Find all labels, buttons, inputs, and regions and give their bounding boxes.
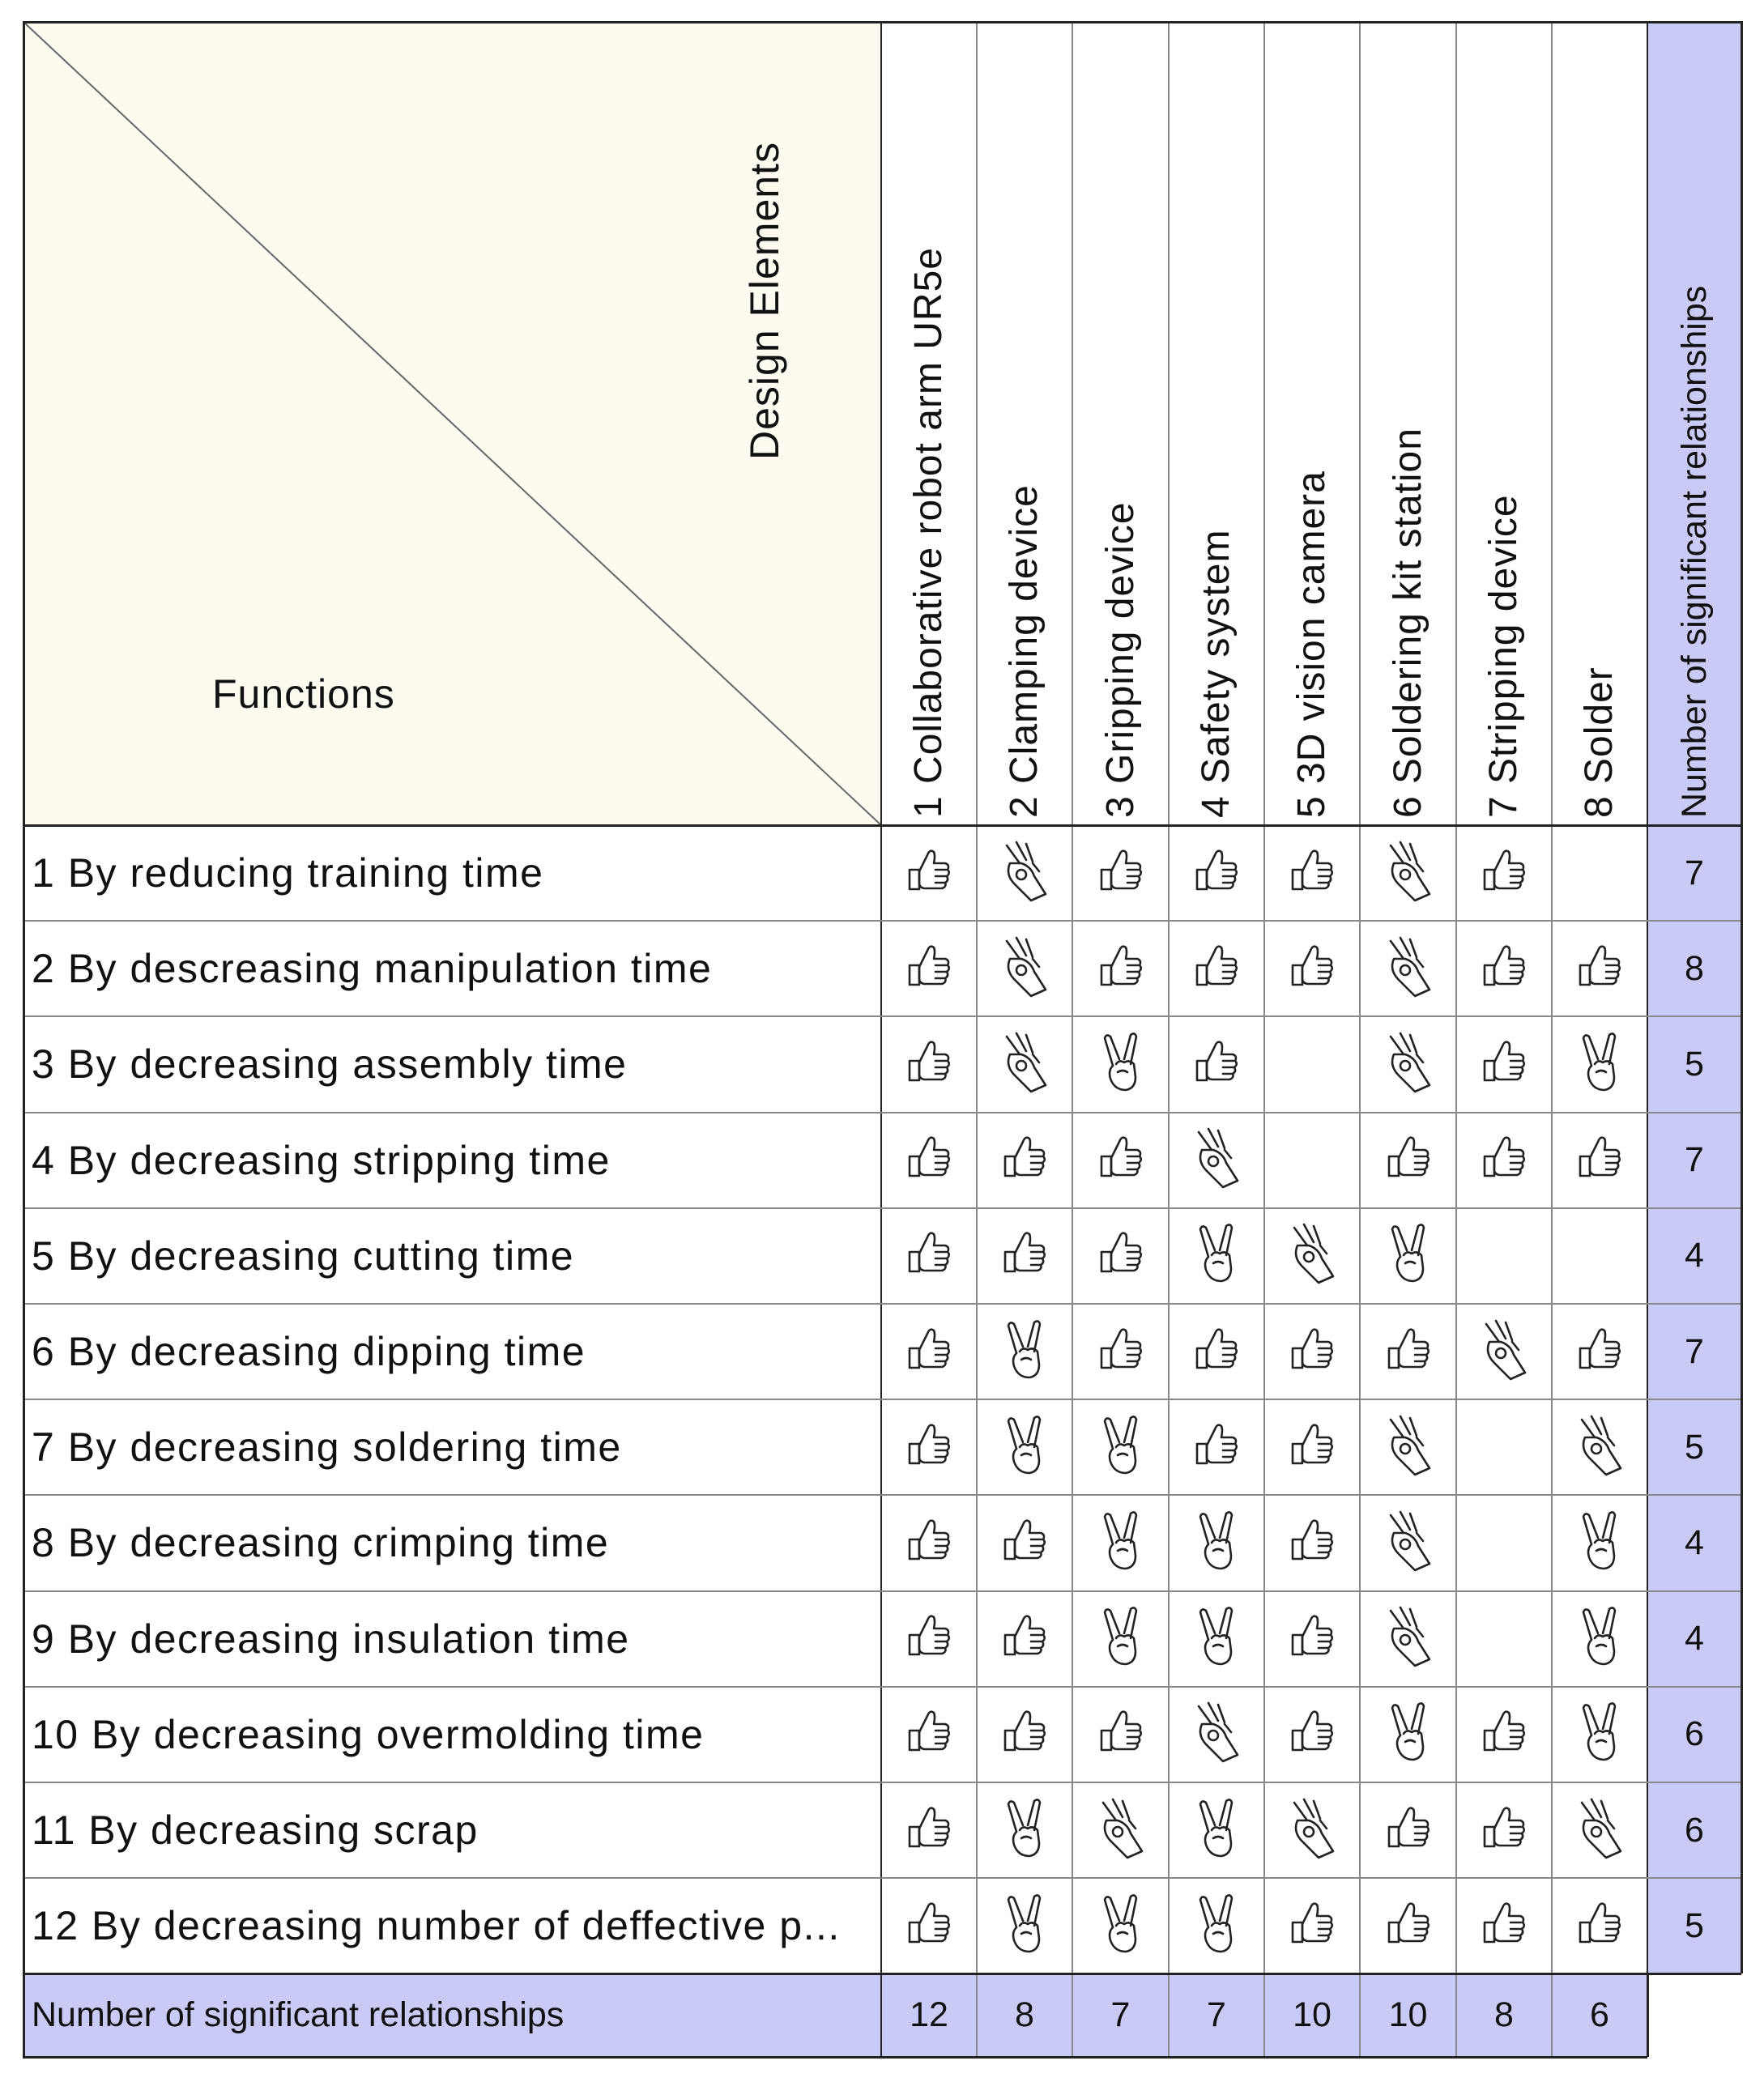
grid-vline: [1455, 23, 1457, 2057]
grid-hline: [24, 1303, 1741, 1305]
thumbs-up-icon: [903, 1892, 955, 1961]
victory-hand-icon: [999, 1892, 1050, 1961]
thumbs-up-icon: [1286, 1413, 1338, 1482]
relationship-cell-r11-c3: [1072, 1782, 1169, 1878]
grid-vline: [1263, 23, 1265, 2057]
relationship-cell-r8-c8: [1552, 1495, 1647, 1590]
thumbs-up-icon: [903, 1126, 955, 1194]
column-count-3: 7: [1072, 1973, 1169, 2057]
grid-hline: [24, 1782, 1741, 1783]
victory-hand-icon: [1383, 1700, 1434, 1769]
relationship-cell-r11-c8: [1552, 1782, 1647, 1878]
ok-hand-icon: [1286, 1221, 1338, 1290]
victory-hand-icon: [1191, 1892, 1242, 1961]
relationship-cell-r3-c7: [1456, 1016, 1552, 1112]
thumbs-up-icon: [1095, 839, 1147, 908]
relationship-cell-r3-c5: [1264, 1016, 1360, 1112]
thumbs-up-icon: [1478, 935, 1530, 1003]
relationship-cell-r8-c1: [881, 1495, 977, 1590]
ok-hand-icon: [1383, 1030, 1434, 1099]
row-count-4: 7: [1647, 1113, 1741, 1208]
ok-hand-icon: [1095, 1796, 1147, 1865]
grid-hline: [24, 1686, 1741, 1688]
grid-hline: [24, 1877, 1741, 1879]
victory-hand-icon: [1095, 1030, 1147, 1099]
relationship-cell-r2-c2: [977, 921, 1072, 1016]
thumbs-up-icon: [903, 935, 955, 1003]
thumbs-up-icon: [1191, 935, 1242, 1003]
ok-hand-icon: [999, 1030, 1050, 1099]
ok-hand-icon: [1191, 1126, 1242, 1194]
relationship-cell-r2-c7: [1456, 921, 1552, 1016]
relationship-cell-r1-c8: [1552, 825, 1647, 921]
function-row-label-1: 1 By reducing training time: [32, 850, 544, 896]
relationship-cell-r2-c4: [1169, 921, 1264, 1016]
relationship-cell-r9-c8: [1552, 1591, 1647, 1687]
relationship-cell-r6-c8: [1552, 1304, 1647, 1399]
thumbs-up-icon: [1286, 1318, 1338, 1386]
relationship-cell-r9-c4: [1169, 1591, 1264, 1687]
column-count-7: 8: [1456, 1973, 1552, 2057]
victory-hand-icon: [1574, 1604, 1626, 1673]
relationship-cell-r10-c1: [881, 1687, 977, 1782]
thumbs-up-icon: [1574, 935, 1626, 1003]
victory-hand-icon: [1095, 1413, 1147, 1482]
relationship-cell-r3-c2: [977, 1016, 1072, 1112]
relationship-cell-r2-c1: [881, 921, 977, 1016]
relationship-cell-r6-c3: [1072, 1304, 1169, 1399]
relationship-cell-r12-c3: [1072, 1878, 1169, 1973]
column-header-3: 3 Gripping device: [1098, 501, 1142, 818]
relationship-cell-r10-c7: [1456, 1687, 1552, 1782]
relationship-cell-r8-c2: [977, 1495, 1072, 1590]
ok-hand-icon: [999, 935, 1050, 1003]
thumbs-up-icon: [1574, 1892, 1626, 1961]
relationship-cell-r11-c6: [1360, 1782, 1456, 1878]
relationship-cell-r9-c6: [1360, 1591, 1456, 1687]
relationship-cell-r3-c4: [1169, 1016, 1264, 1112]
thumbs-up-icon: [903, 1700, 955, 1769]
victory-hand-icon: [1383, 1221, 1434, 1290]
thumbs-up-icon: [999, 1700, 1050, 1769]
ok-hand-icon: [1478, 1318, 1530, 1386]
relationship-cell-r4-c1: [881, 1113, 977, 1208]
victory-hand-icon: [1191, 1221, 1242, 1290]
relationship-cell-r9-c7: [1456, 1591, 1552, 1687]
row-count-9: 4: [1647, 1591, 1741, 1687]
grid-vline: [1359, 23, 1361, 2057]
victory-hand-icon: [1574, 1700, 1626, 1769]
victory-hand-icon: [1095, 1892, 1147, 1961]
column-count-4: 7: [1169, 1973, 1264, 2057]
relationship-cell-r3-c6: [1360, 1016, 1456, 1112]
grid-hline: [24, 824, 1741, 827]
thumbs-up-icon: [1286, 1892, 1338, 1961]
grid-hline: [24, 1399, 1741, 1400]
row-count-12: 5: [1647, 1878, 1741, 1973]
functions-label: Functions: [212, 671, 395, 717]
relationship-cell-r10-c6: [1360, 1687, 1456, 1782]
column-count-8: 6: [1552, 1973, 1647, 2057]
relationship-cell-r3-c3: [1072, 1016, 1169, 1112]
victory-hand-icon: [1574, 1509, 1626, 1577]
row-count-10: 6: [1647, 1687, 1741, 1782]
relationship-cell-r8-c6: [1360, 1495, 1456, 1590]
ok-hand-icon: [1574, 1796, 1626, 1865]
thumbs-up-icon: [903, 1796, 955, 1865]
relationship-cell-r4-c7: [1456, 1113, 1552, 1208]
relationship-cell-r5-c3: [1072, 1208, 1169, 1304]
relationship-cell-r4-c4: [1169, 1113, 1264, 1208]
grid-vline: [1072, 23, 1073, 2057]
thumbs-up-icon: [903, 1221, 955, 1290]
relationship-cell-r4-c5: [1264, 1113, 1360, 1208]
thumbs-up-icon: [1095, 935, 1147, 1003]
grid-vline: [1647, 23, 1648, 2057]
thumbs-up-icon: [1286, 1700, 1338, 1769]
thumbs-up-icon: [903, 1509, 955, 1577]
grid-vline: [880, 23, 882, 2057]
relationship-cell-r7-c8: [1552, 1399, 1647, 1495]
grid-hline: [24, 1494, 1741, 1496]
corner-header: [24, 23, 881, 825]
relationship-cell-r5-c8: [1552, 1208, 1647, 1304]
victory-hand-icon: [999, 1318, 1050, 1386]
victory-hand-icon: [1574, 1030, 1626, 1099]
thumbs-up-icon: [1383, 1126, 1434, 1194]
relationship-cell-r1-c1: [881, 825, 977, 921]
thumbs-up-icon: [1191, 1318, 1242, 1386]
relationship-cell-r2-c5: [1264, 921, 1360, 1016]
grid-hline: [24, 1015, 1741, 1017]
relationship-cell-r7-c1: [881, 1399, 977, 1495]
relationship-cell-r10-c4: [1169, 1687, 1264, 1782]
thumbs-up-icon: [903, 1604, 955, 1673]
relationship-cell-r6-c5: [1264, 1304, 1360, 1399]
row-count-6: 7: [1647, 1304, 1741, 1399]
victory-hand-icon: [999, 1413, 1050, 1482]
function-row-label-7: 7 By decreasing soldering time: [32, 1424, 622, 1471]
thumbs-up-icon: [1286, 1509, 1338, 1577]
thumbs-up-icon: [1574, 1318, 1626, 1386]
thumbs-up-icon: [1383, 1318, 1434, 1386]
thumbs-up-icon: [1191, 839, 1242, 908]
column-header-4: 4 Safety system: [1195, 529, 1238, 818]
relationship-cell-r12-c7: [1456, 1878, 1552, 1973]
thumbs-up-icon: [1478, 1796, 1530, 1865]
relationship-cell-r8-c7: [1456, 1495, 1552, 1590]
column-header-2: 2 Clamping device: [1003, 484, 1046, 818]
column-header-7: 7 Stripping device: [1482, 494, 1525, 818]
ok-hand-icon: [1383, 1413, 1434, 1482]
victory-hand-icon: [1095, 1604, 1147, 1673]
victory-hand-icon: [1191, 1796, 1242, 1865]
relationship-cell-r6-c7: [1456, 1304, 1552, 1399]
count-column-header-label: Number of significant relationships: [1675, 285, 1714, 818]
function-row-label-2: 2 By descreasing manipulation time: [32, 946, 713, 992]
function-row-label-4: 4 By decreasing stripping time: [32, 1137, 611, 1183]
victory-hand-icon: [1191, 1604, 1242, 1673]
function-row-label-10: 10 By decreasing overmolding time: [32, 1711, 705, 1757]
ok-hand-icon: [1574, 1413, 1626, 1482]
row-count-8: 4: [1647, 1495, 1741, 1590]
relationship-cell-r5-c2: [977, 1208, 1072, 1304]
grid-hline: [24, 1112, 1741, 1113]
grid-hline: [24, 1590, 1741, 1592]
relationship-cell-r4-c2: [977, 1113, 1072, 1208]
relationship-cell-r2-c8: [1552, 921, 1647, 1016]
relationship-cell-r7-c5: [1264, 1399, 1360, 1495]
relationship-cell-r1-c5: [1264, 825, 1360, 921]
relationship-cell-r5-c1: [881, 1208, 977, 1304]
relationship-cell-r1-c7: [1456, 825, 1552, 921]
relationship-cell-r9-c1: [881, 1591, 977, 1687]
thumbs-up-icon: [1478, 1126, 1530, 1194]
relationship-cell-r6-c6: [1360, 1304, 1456, 1399]
row-count-7: 5: [1647, 1399, 1741, 1495]
thumbs-up-icon: [903, 839, 955, 908]
relationship-cell-r5-c6: [1360, 1208, 1456, 1304]
function-row-label-8: 8 By decreasing crimping time: [32, 1520, 610, 1566]
victory-hand-icon: [1095, 1509, 1147, 1577]
thumbs-up-icon: [1478, 1700, 1530, 1769]
thumbs-up-icon: [1095, 1700, 1147, 1769]
function-row-label-9: 9 By decreasing insulation time: [32, 1616, 630, 1662]
relationship-cell-r12-c4: [1169, 1878, 1264, 1973]
ok-hand-icon: [1383, 839, 1434, 908]
ok-hand-icon: [1286, 1796, 1338, 1865]
relationship-cell-r10-c2: [977, 1687, 1072, 1782]
relationship-cell-r11-c1: [881, 1782, 977, 1878]
thumbs-up-icon: [1095, 1221, 1147, 1290]
relationship-cell-r12-c5: [1264, 1878, 1360, 1973]
column-count-1: 12: [881, 1973, 977, 2057]
relationship-cell-r11-c4: [1169, 1782, 1264, 1878]
thumbs-up-icon: [1191, 1413, 1242, 1482]
relationship-cell-r7-c4: [1169, 1399, 1264, 1495]
relationship-cell-r6-c4: [1169, 1304, 1264, 1399]
thumbs-up-icon: [1286, 935, 1338, 1003]
relationship-cell-r12-c2: [977, 1878, 1072, 1973]
thumbs-up-icon: [1478, 1892, 1530, 1961]
thumbs-up-icon: [1286, 839, 1338, 908]
footer-right-edge: [1647, 1973, 1649, 2057]
footer-label: Number of significant relationships: [24, 1973, 881, 2057]
grid-vline: [1551, 23, 1553, 2057]
relationship-cell-r6-c2: [977, 1304, 1072, 1399]
thumbs-up-icon: [999, 1221, 1050, 1290]
column-count-2: 8: [977, 1973, 1072, 2057]
thumbs-up-icon: [903, 1413, 955, 1482]
relationship-cell-r1-c6: [1360, 825, 1456, 921]
relationship-cell-r4-c3: [1072, 1113, 1169, 1208]
relationship-cell-r12-c6: [1360, 1878, 1456, 1973]
row-count-11: 6: [1647, 1782, 1741, 1878]
thumbs-up-icon: [1574, 1126, 1626, 1194]
design-elements-label: Design Elements: [742, 142, 787, 460]
column-count-6: 10: [1360, 1973, 1456, 2057]
row-count-5: 4: [1647, 1208, 1741, 1304]
thumbs-up-icon: [1286, 1604, 1338, 1673]
column-header-5: 5 3D vision camera: [1290, 470, 1333, 818]
relationship-cell-r6-c1: [881, 1304, 977, 1399]
grid-vline: [1168, 23, 1170, 2057]
border-left: [23, 21, 25, 2057]
relationship-cell-r3-c1: [881, 1016, 977, 1112]
ok-hand-icon: [1383, 1604, 1434, 1673]
column-header-8: 8 Solder: [1578, 666, 1621, 818]
relationship-cell-r7-c6: [1360, 1399, 1456, 1495]
relationship-cell-r9-c2: [977, 1591, 1072, 1687]
relationship-cell-r7-c3: [1072, 1399, 1169, 1495]
thumbs-up-icon: [1191, 1030, 1242, 1099]
relationship-cell-r5-c7: [1456, 1208, 1552, 1304]
relationship-cell-r12-c8: [1552, 1878, 1647, 1973]
relationship-cell-r2-c3: [1072, 921, 1169, 1016]
ok-hand-icon: [999, 839, 1050, 908]
function-row-label-5: 5 By decreasing cutting time: [32, 1233, 575, 1279]
thumbs-up-icon: [999, 1604, 1050, 1673]
function-row-label-6: 6 By decreasing dipping time: [32, 1329, 586, 1375]
relationship-cell-r7-c7: [1456, 1399, 1552, 1495]
relationship-cell-r8-c5: [1264, 1495, 1360, 1590]
relationship-cell-r5-c4: [1169, 1208, 1264, 1304]
relationship-cell-r11-c2: [977, 1782, 1072, 1878]
ok-hand-icon: [1383, 935, 1434, 1003]
thumbs-up-icon: [1095, 1318, 1147, 1386]
thumbs-up-icon: [1383, 1892, 1434, 1961]
relationship-cell-r1-c2: [977, 825, 1072, 921]
thumbs-up-icon: [1383, 1796, 1434, 1865]
relationship-cell-r1-c3: [1072, 825, 1169, 921]
relationship-cell-r3-c8: [1552, 1016, 1647, 1112]
function-row-label-12: 12 By decreasing number of deffective p...: [32, 1903, 841, 1949]
relationship-cell-r12-c1: [881, 1878, 977, 1973]
relationship-cell-r8-c4: [1169, 1495, 1264, 1590]
border-bottom: [23, 2056, 1647, 2059]
relationship-cell-r8-c3: [1072, 1495, 1169, 1590]
thumbs-up-icon: [1478, 1030, 1530, 1099]
relationship-cell-r4-c6: [1360, 1113, 1456, 1208]
function-row-label-11: 11 By decreasing scrap: [32, 1807, 479, 1854]
ok-hand-icon: [1383, 1509, 1434, 1577]
relationship-cell-r10-c3: [1072, 1687, 1169, 1782]
thumbs-up-icon: [1478, 839, 1530, 908]
thumbs-up-icon: [1095, 1126, 1147, 1194]
row-count-1: 7: [1647, 825, 1741, 921]
grid-hline: [24, 920, 1741, 922]
relationship-cell-r9-c3: [1072, 1591, 1169, 1687]
victory-hand-icon: [1191, 1509, 1242, 1577]
grid-hline: [24, 1973, 1741, 1975]
row-count-3: 5: [1647, 1016, 1741, 1112]
thumbs-up-icon: [903, 1318, 955, 1386]
relationship-cell-r9-c5: [1264, 1591, 1360, 1687]
ok-hand-icon: [1191, 1700, 1242, 1769]
border-right: [1741, 21, 1743, 1973]
relationship-cell-r2-c6: [1360, 921, 1456, 1016]
relationship-cell-r11-c7: [1456, 1782, 1552, 1878]
thumbs-up-icon: [999, 1509, 1050, 1577]
victory-hand-icon: [999, 1796, 1050, 1865]
relationship-cell-r10-c8: [1552, 1687, 1647, 1782]
column-header-6: 6 Soldering kit station: [1386, 428, 1430, 818]
relationship-cell-r11-c5: [1264, 1782, 1360, 1878]
relationship-cell-r10-c5: [1264, 1687, 1360, 1782]
relationship-cell-r4-c8: [1552, 1113, 1647, 1208]
grid-vline: [976, 23, 978, 2057]
relationship-cell-r5-c5: [1264, 1208, 1360, 1304]
thumbs-up-icon: [903, 1030, 955, 1099]
column-count-5: 10: [1264, 1973, 1360, 2057]
relationship-cell-r1-c4: [1169, 825, 1264, 921]
relationship-cell-r7-c2: [977, 1399, 1072, 1495]
row-count-2: 8: [1647, 921, 1741, 1016]
border-top: [24, 21, 1741, 23]
thumbs-up-icon: [999, 1126, 1050, 1194]
column-header-1: 1 Collaborative robot arm UR5e: [907, 247, 950, 818]
grid-hline: [24, 1207, 1741, 1209]
function-row-label-3: 3 By decreasing assembly time: [32, 1041, 628, 1088]
